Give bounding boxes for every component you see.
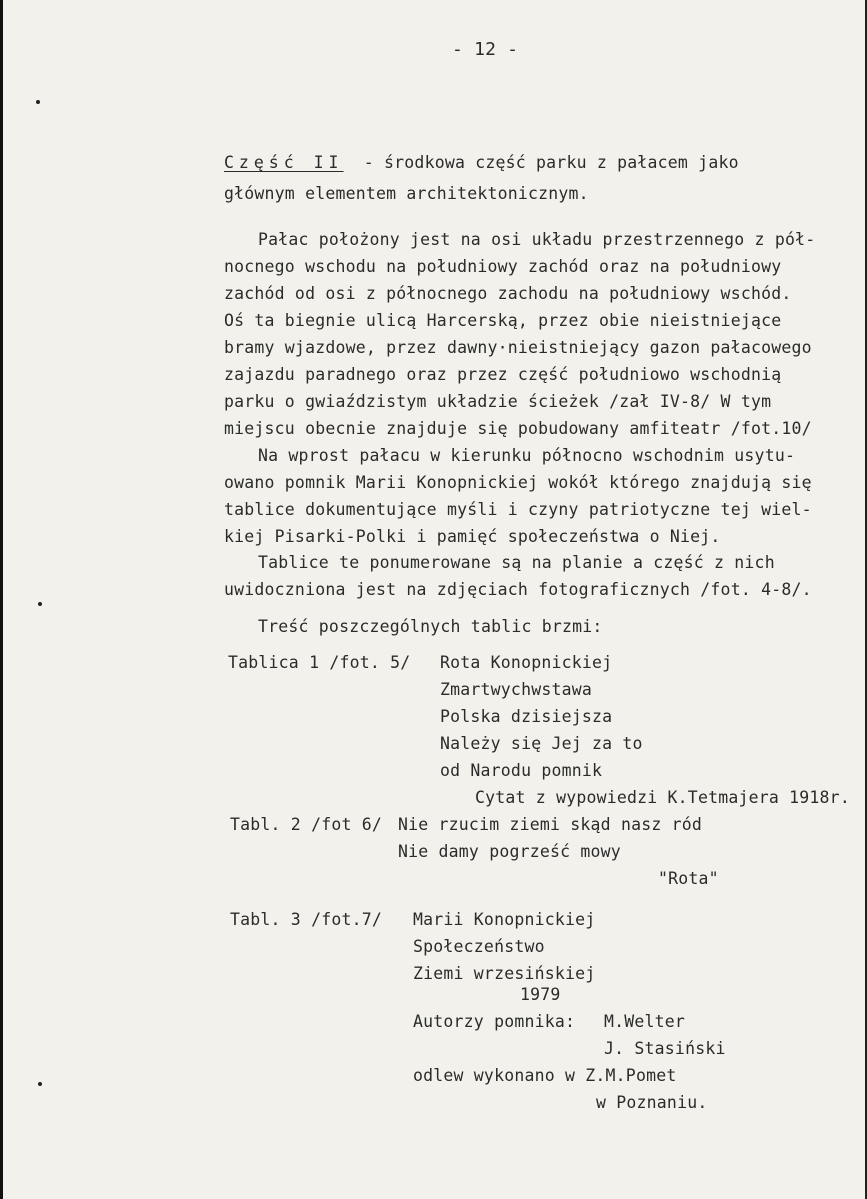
paragraph-2-line: tablice dokumentujące myśli i czyny patriotyczne tej wiel- [224, 500, 812, 519]
scan-speck [38, 602, 42, 606]
tablet-1-line: Rota Konopnickiej [440, 653, 613, 672]
paragraph-1-line: Pałac położony jest na osi układu przestrzennego z pół- [258, 230, 816, 249]
tablet-1-line: Zmartwychwstawa [440, 680, 593, 699]
tablet-3-line: Marii Konopnickiej [413, 910, 596, 929]
paragraph-1-line: miejscu obecnie znajduje się pobudowany amfiteatr /fot.10/ [224, 419, 812, 438]
tablet-3-cast-line: w Poznaniu. [596, 1093, 708, 1112]
paragraph-2-line: kiej Pisarki-Polki i pamięć społeczeństwa o Niej. [224, 527, 721, 546]
paragraph-1-line: nocnego wschodu na południowy zachód oraz na południowy [224, 257, 782, 276]
scan-speck [36, 100, 40, 104]
paragraph-1-line: zajazdu paradnego oraz przez część południowo wschodnią [224, 365, 782, 384]
tablet-2-line: Nie damy pogrześć mowy [398, 842, 621, 861]
tablet-3-line: Ziemi wrzesińskiej [413, 964, 596, 983]
paragraph-1-line: Oś ta biegnie ulicą Harcerską, przez obie nieistniejące [224, 311, 782, 330]
tablet-3-label: Tabl. 3 /fot.7/ [230, 910, 383, 929]
page-number: - 12 - [452, 39, 519, 60]
paragraph-3-line: Tablice te ponumerowane są na planie a część z nich [258, 553, 775, 572]
tablet-2-label: Tabl. 2 /fot 6/ [230, 815, 383, 834]
tablet-1-line: od Narodu pomnik [440, 761, 603, 780]
paragraph-2-line: Na wprost pałacu w kierunku północno wschodnim usytu- [258, 446, 796, 465]
tablet-1-label: Tablica 1 /fot. 5/ [228, 653, 411, 672]
heading-title: - środkowa część parku z pałacem jako [363, 153, 739, 172]
tablet-1-citation: Cytat z wypowiedzi K.Tetmajera 1918r. [475, 788, 850, 807]
paragraph-1-line: bramy wjazdowe, przez dawny·nieistniejący gazon pałacowego [224, 338, 812, 357]
tablet-1-line: Należy się Jej za to [440, 734, 643, 753]
paragraph-1-line: parku o gwiaździstym układzie ścieżek /zał IV-8/ W tym [224, 392, 772, 411]
tablet-3-authors-label: Autorzy pomnika: [413, 1012, 576, 1031]
tablet-2-source: "Rota" [658, 869, 719, 888]
paragraph-1-line: zachód od osi z północnego zachodu na południowy wschód. [224, 284, 792, 303]
paragraph-2-line: owano pomnik Marii Konopnickiej wokół którego znajdują się [224, 473, 812, 492]
heading-part-label: Część II [224, 153, 344, 172]
tablet-1-line: Polska dzisiejsza [440, 707, 613, 726]
tablet-2-line: Nie rzucim ziemi skąd nasz ród [398, 815, 703, 834]
heading-line-1 [224, 153, 739, 173]
tablet-3-cast-line: odlew wykonano w Z.M.Pomet [413, 1066, 677, 1085]
tablet-3-year: 1979 [520, 985, 561, 1004]
tablet-3-author: M.Welter [604, 1012, 686, 1031]
tablet-3-line: Społeczeństwo [413, 937, 545, 956]
paragraph-3-line: uwidoczniona jest na zdjęciach fotograficznych /fot. 4-8/. [224, 580, 812, 599]
tablets-intro: Treść poszczególnych tablic brzmi: [258, 617, 603, 636]
scan-speck [38, 1082, 42, 1086]
heading-line-2: głównym elementem architektonicznym. [224, 184, 589, 203]
scan-edge-left [0, 0, 3, 1199]
tablet-3-author: J. Stasiński [604, 1039, 726, 1058]
